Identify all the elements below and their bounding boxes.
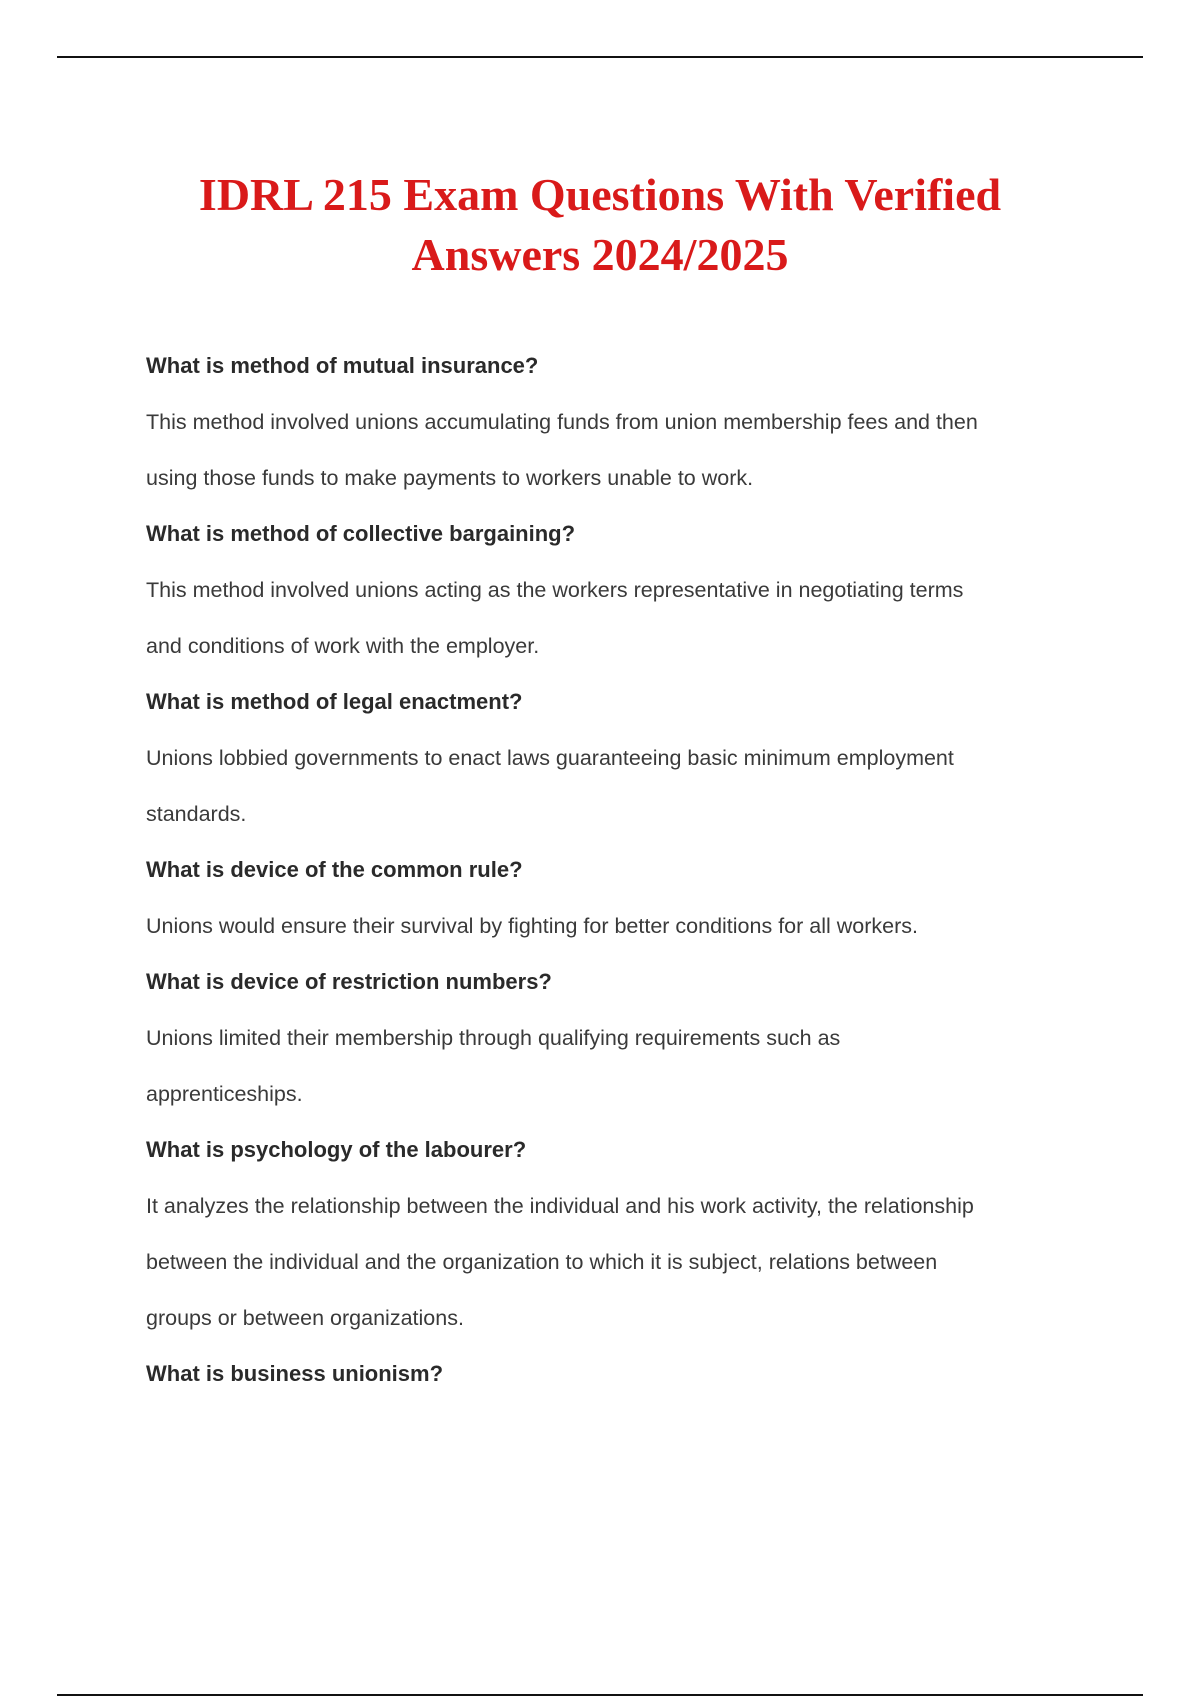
question-text: What is psychology of the labourer?: [146, 1137, 527, 1162]
answer-line: and conditions of work with the employer.: [146, 634, 540, 658]
qa-list: [146, 338, 1106, 1402]
title-line-2: Answers 2024/2025: [411, 229, 789, 280]
question-text: What is device of the common rule?: [146, 857, 523, 882]
bottom-rule: [57, 1694, 1143, 1696]
qa-item: [146, 1122, 1106, 1346]
qa-item: [146, 842, 1106, 954]
question-text: What is business unionism?: [146, 1361, 444, 1386]
title-line-1: IDRL 215 Exam Questions With Verified: [198, 169, 1002, 220]
top-rule: [57, 56, 1143, 58]
document-title: [100, 165, 1100, 285]
answer-line: groups or between organizations.: [146, 1306, 464, 1330]
answer-line: using those funds to make payments to workers unable to work.: [146, 466, 754, 490]
answer-line: standards.: [146, 802, 247, 826]
answer-line: Unions lobbied governments to enact laws guaranteeing basic minimum employment: [146, 746, 954, 770]
qa-item: [146, 338, 1106, 506]
answer-line: between the individual and the organization to which it is subject, relations between: [146, 1250, 938, 1274]
question-text: What is method of collective bargaining?: [146, 521, 576, 546]
question-text: What is method of mutual insurance?: [146, 353, 539, 378]
qa-item: [146, 954, 1106, 1122]
answer-line: apprenticeships.: [146, 1082, 303, 1106]
qa-item: [146, 674, 1106, 842]
answer-line: This method involved unions acting as the workers representative in negotiating terms: [146, 578, 964, 602]
question-text: What is method of legal enactment?: [146, 689, 523, 714]
qa-item: [146, 1346, 1106, 1402]
answer-line: Unions limited their membership through qualifying requirements such as: [146, 1026, 841, 1050]
answer-line: Unions would ensure their survival by fighting for better conditions for all workers.: [146, 914, 918, 938]
qa-item: [146, 506, 1106, 674]
question-text: What is device of restriction numbers?: [146, 969, 552, 994]
answer-line: This method involved unions accumulating funds from union membership fees and then: [146, 410, 978, 434]
answer-line: It analyzes the relationship between the individual and his work activity, the relationship: [146, 1194, 974, 1218]
